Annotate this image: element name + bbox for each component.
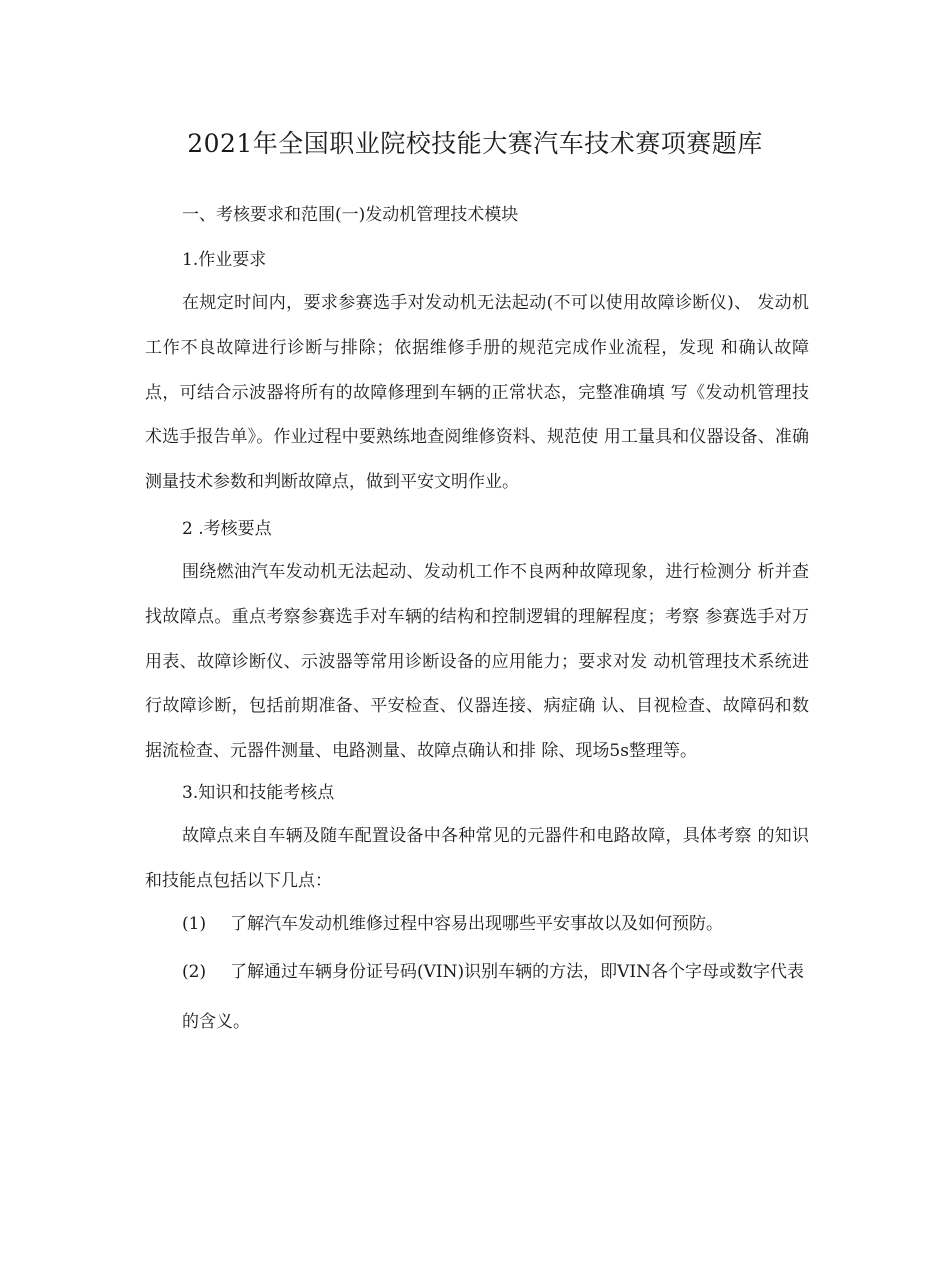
- section-heading: 一、考核要求和范围(一)发动机管理技术模块: [182, 205, 519, 225]
- list-item: [182, 947, 810, 1047]
- list-item-text: 了解通过车辆身份证号码(VIN)识别车辆的方法，即VIN各个字母或数字代表的含义。: [182, 962, 804, 1032]
- list-item-number: (1): [182, 914, 207, 934]
- list-item-text: 了解汽车发动机维修过程中容易出现哪些平安事故以及如何预防。: [230, 914, 723, 934]
- subsection-heading-3: 3.知识和技能考核点: [182, 783, 335, 803]
- list-item-number: (2): [182, 962, 207, 982]
- subsection-heading-1: 1.作业要求: [182, 250, 267, 270]
- paragraph-knowledge-skills: 故障点来自车辆及随车配置设备中各种常见的元器件和电路故障，具体考察 的知识和技能点包括以下几点：: [145, 826, 809, 891]
- paragraph-assessment-points: 围绕燃油汽车发动机无法起动、发动机工作不良两种故障现象，进行检测分 析并查找故障点。重点考察参赛选手对车辆的结构和控制逻辑的理解程度；考察 参赛选手对万用表、故障诊断仪、示波器等常用诊断设备的应用能力；要求对发 动机管理技术系统进行故障诊断，包括前期准备、平安检查、仪器连接、病症确 认、目视检查、故障码和数据流检查、元器件测量、电路测量、故障点确认和排 除、现场5s整理等。: [145, 562, 809, 762]
- paragraph-work-requirements: 在规定时间内，要求参赛选手对发动机无法起动(不可以使用故障诊断仪)、 发动机工作不良故障进行诊断与排除；依据维修手册的规范完成作业流程，发现 和确认故障点，可结合示波器将所有的故障修理到车辆的正常状态，完整准确填 写《发动机管理技术选手报告单》。作业过程中要熟练地查阅维修资料、规范使 用工量具和仪器设备、准确测量技术参数和判断故障点，做到平安文明作业。: [145, 293, 809, 493]
- subsection-heading-2: 2 .考核要点: [182, 519, 272, 539]
- list-item: [182, 899, 810, 949]
- document-title: 2021年全国职业院校技能大赛汽车技术赛项赛题库: [187, 129, 763, 158]
